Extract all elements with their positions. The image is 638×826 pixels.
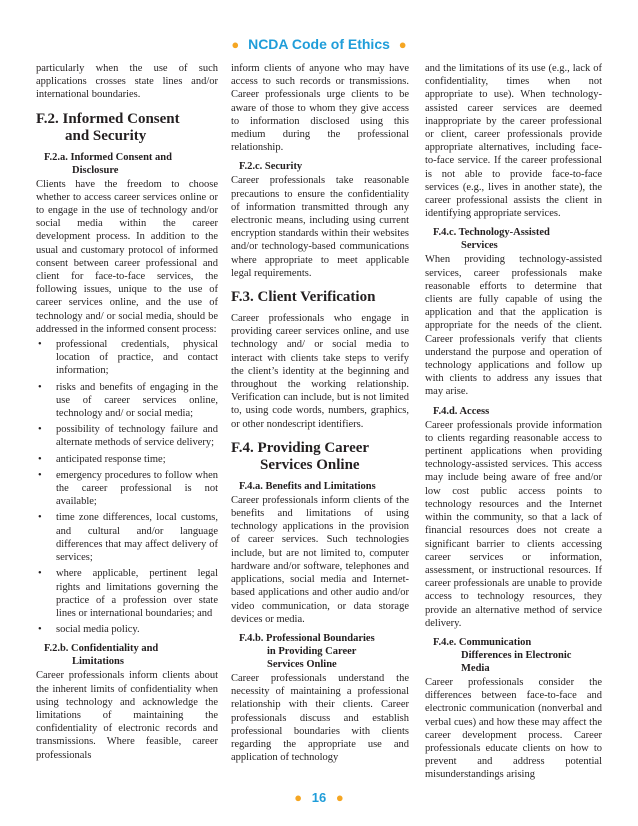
- informed-consent-list: [36, 338, 218, 636]
- heading-line: F.4. Providing Career: [231, 439, 370, 456]
- heading-line: F.2.b. Confidentiality and: [44, 643, 159, 655]
- heading-line: F.2.a. Informed Consent and: [44, 151, 172, 163]
- paragraph: Career professionals inform clients of the benefits and limitations of using technology applications in the provision of career services. Such technologies include, but are not limited to, computer hardware and/or software, telephones and applications, social media and Internet-based applications and other audio and/or video communication, or data storage devices or media.: [231, 494, 409, 625]
- subsection-heading-f4d: F.4.d. Access: [433, 405, 490, 417]
- list-item: • where applicable, pertinent legal rights and limitations governing the practice of a profession over state lines or international boundaries; and: [36, 567, 218, 620]
- paragraph: particularly when the use of such applications crosses state lines and/or international boundaries.: [36, 63, 218, 101]
- list-item: • professional credentials, physical location of practice, and contact information;: [36, 338, 218, 378]
- paragraph: Career professionals understand the necessity of maintaining a professional relationship with their clients. Career professionals discuss and establish professional boundaries with clients regarding the appropriate use and application of technology: [231, 672, 409, 764]
- subsection-heading-f4c: [433, 226, 602, 252]
- bullet-dot-icon: ●: [294, 790, 303, 805]
- heading-line: Services Online: [267, 658, 337, 670]
- column-2: [231, 62, 409, 764]
- list-item: • anticipated response time;: [36, 453, 218, 466]
- list-item: • emergency procedures to follow when the career professional is not available;: [36, 469, 218, 509]
- heading-line: F.4.e. Communication: [433, 636, 532, 648]
- heading-line: F.4.b. Professional Boundaries: [239, 632, 375, 644]
- subsection-heading-f2b: [44, 642, 218, 668]
- heading-line: Disclosure: [72, 164, 119, 176]
- heading-line: Media: [461, 662, 490, 674]
- bullet-dot-icon: ●: [231, 37, 240, 52]
- document-title: NCDA Code of Ethics: [248, 36, 390, 52]
- heading-line: and Security: [65, 127, 147, 144]
- section-heading-f4: [231, 440, 409, 474]
- subsection-heading-f2a: [44, 151, 218, 177]
- paragraph: Clients have the freedom to choose whether to access career services online or to engage in the use of technology and/or social media within the career development process. In addition to the usual and customary protocol of informed consent between career professional and client for face-to-face services, the following issues, unique to the use of career services online, and the use of technology and/ or social media, should be addressed in the informed consent process:: [36, 178, 218, 335]
- subsection-heading-f4a: F.4.a. Benefits and Limitations: [239, 480, 376, 492]
- paragraph: inform clients of anyone who may have access to such records or transmissions. Career professionals urge clients to be aware of those to whom they give access to information disclosed using this medium during the professional relationship.: [231, 63, 409, 154]
- paragraph: Career professionals take reasonable precautions to ensure the confidentiality of information transmitted through any electronic means, including using current encryption standards within their websites and/or technology-based communications where appropriate to meet applicable legal requirements.: [231, 175, 409, 279]
- page-header: [0, 36, 638, 52]
- subsection-heading-f4e: [433, 636, 602, 675]
- paragraph: Career professionals consider the differences between face-to-face and electronic communication (nonverbal and verbal cues) and how these may affect the career development process. Career professionals educate clients on how to prevent and address potential misunderstandings arising: [425, 676, 602, 781]
- list-item: • time zone differences, local customs, and cultural and/or language differences that may affect delivery of services;: [36, 511, 218, 564]
- heading-line: Services Online: [260, 456, 360, 473]
- bullet-dot-icon: ●: [335, 790, 344, 805]
- subsection-heading-f2c: F.2.c. Security: [239, 161, 303, 173]
- bullet-dot-icon: ●: [398, 37, 407, 52]
- list-item: • possibility of technology failure and alternate methods of service delivery;: [36, 423, 218, 449]
- paragraph: Career professionals inform clients about the inherent limits of confidentiality when using technology and acknowledge the limitations of maintaining the confidentiality of electronic records and transmissions. Where feasible, career professionals: [36, 670, 218, 761]
- heading-line: Differences in Electronic: [461, 649, 572, 661]
- paragraph: When providing technology-assisted services, career professionals make reasonable efforts to determine that clients are fully capable of using the application and that the application is appropriate for the needs of the client. Career professionals verify that clients understand the purpose and operation of technology applications and follow up with clients to address any issues that may arise.: [425, 254, 602, 398]
- heading-line: F.2. Informed Consent: [36, 110, 180, 127]
- heading-line: in Providing Career: [267, 645, 357, 657]
- list-item: • social media policy.: [36, 623, 218, 636]
- heading-line: F.4.c. Technology-Assisted: [433, 227, 550, 239]
- page-number: 16: [311, 790, 327, 805]
- section-heading-f3: F.3. Client Verification: [231, 289, 376, 306]
- paragraph: and the limitations of its use (e.g., lack of confidentiality, times when not appropriate to use). When technology-assisted career services are deemed inappropriate by the career professional or client, career professionals provide appropriate alternatives, including face-to-face service. If the career professional is not able to provide face-to-face services (e.g., lives in another state), the career professional assists the client in identifying appropriate services.: [425, 63, 602, 220]
- subsection-heading-f4b: [239, 632, 409, 671]
- section-heading-f2: [36, 111, 218, 145]
- paragraph: Career professionals who engage in providing career services online, and use technology and/ or social media to interact with clients take steps to verify the client’s identity at the beginning and throughout the working relationship. Verification can include, but is not limited to, using code words, numbers, graphics, or other nondescript identifiers.: [231, 313, 409, 430]
- column-1: [36, 62, 218, 762]
- list-item: • risks and benefits of engaging in the use of career services online, technology and/ or social media;: [36, 381, 218, 421]
- heading-line: Services: [461, 240, 498, 252]
- column-3: [425, 62, 602, 782]
- paragraph: Career professionals provide information to clients regarding reasonable access to pertinent applications when providing technology-assisted services. This access may include being aware of free and/or low cost public access points to technology resources and the Internet within the community, so that a lack of financial resources does not create a significant barrier to clients accessing career services or information, assessment, or instructional resources. If career professionals are unable to provide access to technology resources, they provide an alternative method of service delivery.: [425, 419, 602, 629]
- page-footer: [0, 790, 638, 805]
- heading-line: Limitations: [72, 656, 124, 668]
